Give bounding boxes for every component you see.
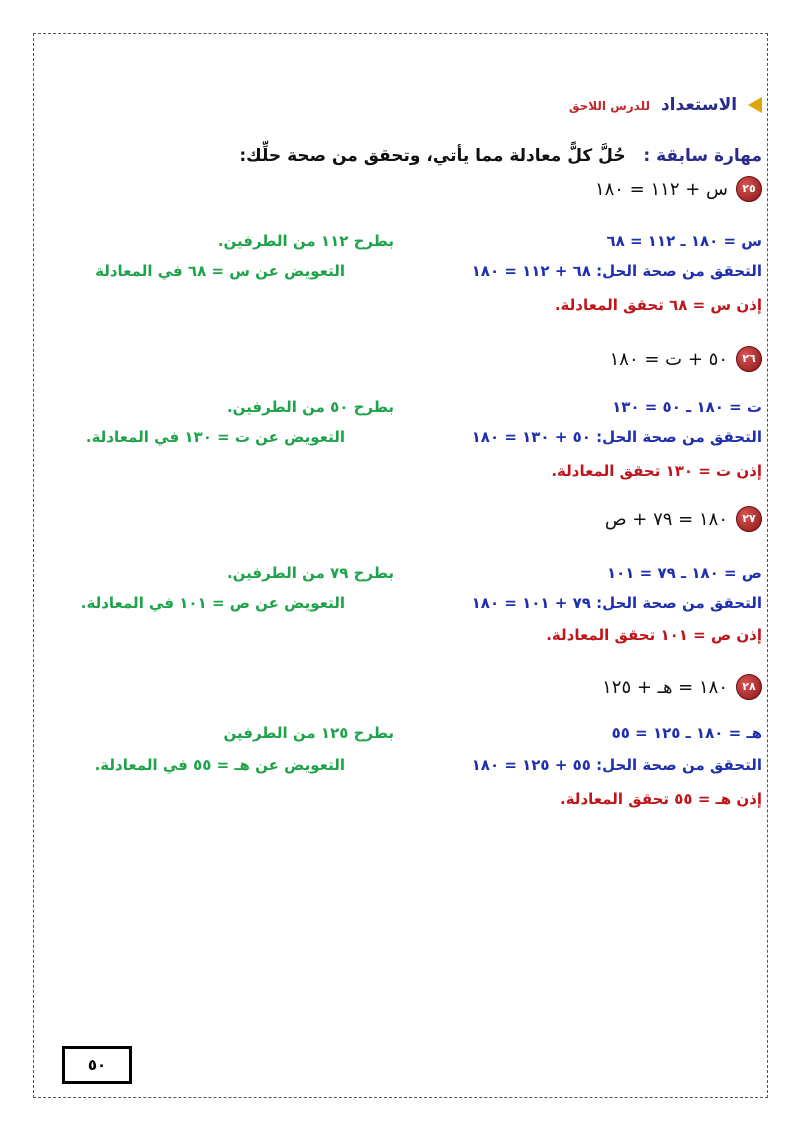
problem-27-step: ص = ١٨٠ ـ ٧٩ = ١٠١ <box>606 564 762 582</box>
problem-27-check: التحقق من صحة الحل: ٧٩ + ١٠١ = ١٨٠ <box>471 594 762 612</box>
problem-26-conclusion: إذن ت = ١٣٠ تحقق المعادلة. <box>551 462 762 480</box>
problem-number-badge: ٢٨ <box>736 674 762 700</box>
problem-26-check: التحقق من صحة الحل: ٥٠ + ١٣٠ = ١٨٠ <box>471 428 762 446</box>
problem-26-equation <box>610 346 762 372</box>
problem-26-check-note: التعويض عن ت = ١٣٠ في المعادلة. <box>85 428 345 446</box>
problem-27-conclusion: إذن ص = ١٠١ تحقق المعادلة. <box>546 626 762 644</box>
equation-text: ١٨٠ = هـ + ١٢٥ <box>602 676 728 698</box>
problem-27-step-note: بطرح ٧٩ من الطرفين. <box>226 564 394 582</box>
arrow-icon <box>748 97 762 113</box>
problem-28-step-note: بطرح ١٢٥ من الطرفين <box>223 724 394 742</box>
problem-28-check-note: التعويض عن هـ = ٥٥ في المعادلة. <box>94 756 345 774</box>
section-header <box>569 95 762 115</box>
problem-26-step-note: بطرح ٥٠ من الطرفين. <box>226 398 394 416</box>
header-subtitle: للدرس اللاحق <box>568 99 651 113</box>
problem-28-conclusion: إذن هـ = ٥٥ تحقق المعادلة. <box>560 790 762 808</box>
problem-number-badge: ٢٥ <box>736 176 762 202</box>
problem-number-badge: ٢٧ <box>736 506 762 532</box>
equation-text: س + ١١٢ = ١٨٠ <box>594 178 728 200</box>
instruction-text: حُلَّ كلًّ معادلة مما يأتي، وتحقق من صحة حلِّك: <box>239 146 626 166</box>
problem-25-equation <box>595 176 762 202</box>
problem-28-step: هـ = ١٨٠ ـ ١٢٥ = ٥٥ <box>611 724 762 742</box>
problem-25-step-note: بطرح ١١٢ من الطرفين. <box>217 232 394 250</box>
equation-text: ١٨٠ = ٧٩ + ص <box>604 508 728 530</box>
problem-25-check-note: التعويض عن س = ٦٨ في المعادلة <box>95 262 345 280</box>
problem-25-check: التحقق من صحة الحل: ٦٨ + ١١٢ = ١٨٠ <box>471 262 762 280</box>
problem-28-equation <box>602 674 762 700</box>
header-title: الاستعداد <box>660 95 738 115</box>
problem-number-badge: ٢٦ <box>736 346 762 372</box>
problem-25-conclusion: إذن س = ٦٨ تحقق المعادلة. <box>554 296 762 314</box>
problem-27-check-note: التعويض عن ص = ١٠١ في المعادلة. <box>80 594 345 612</box>
problem-28-check: التحقق من صحة الحل: ٥٥ + ١٢٥ = ١٨٠ <box>471 756 762 774</box>
instruction-label: مهارة سابقة : <box>643 146 762 166</box>
equation-text: ٥٠ + ت = ١٨٠ <box>609 348 728 370</box>
problem-26-step: ت = ١٨٠ ـ ٥٠ = ١٣٠ <box>612 398 762 416</box>
instruction <box>239 146 762 166</box>
problem-25-step: س = ١٨٠ ـ ١١٢ = ٦٨ <box>606 232 762 250</box>
page-number: ٥٠ <box>62 1046 132 1084</box>
problem-27-equation <box>605 506 762 532</box>
